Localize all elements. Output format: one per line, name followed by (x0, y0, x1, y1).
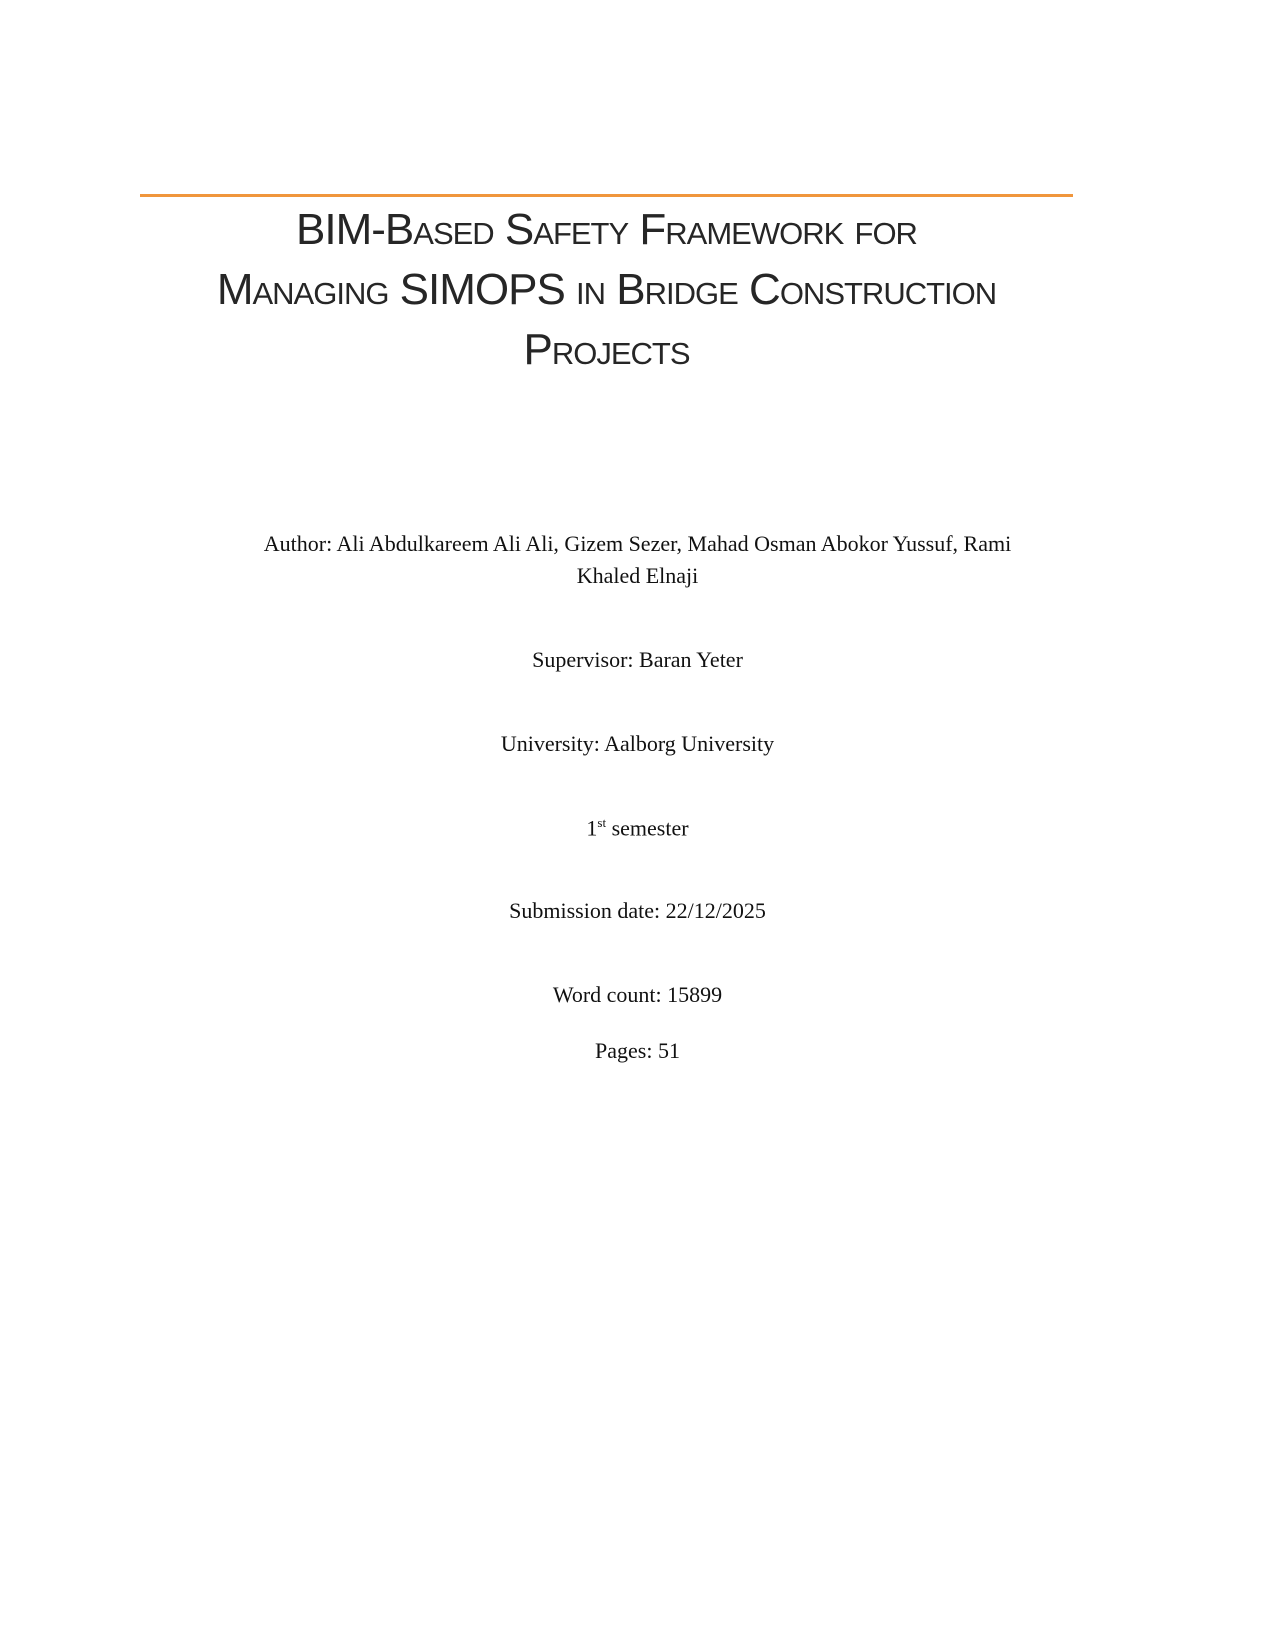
document-title (140, 200, 1073, 380)
title-rule (140, 194, 1073, 197)
title-text: SIMOPS (388, 265, 577, 314)
author-line-1: Author: Ali Abdulkareem Ali Ali, Gizem Sezer, Mahad Osman Abokor Yussuf, Rami (263, 531, 1012, 556)
title-line-3 (140, 320, 1073, 380)
semester-number: 1 (586, 815, 598, 841)
title-text: BIM- (296, 205, 385, 254)
title-text (494, 205, 505, 254)
title-line-2 (140, 260, 1073, 320)
title-text: Construction (749, 265, 997, 314)
author-line-2: Khaled Elnaji (576, 563, 699, 588)
title-text: in (576, 265, 606, 314)
supervisor: Supervisor: Baran Yeter (532, 647, 743, 672)
semester (0, 815, 1275, 841)
word-count: Word count: 15899 (552, 982, 723, 1007)
title-text (605, 265, 616, 314)
title-text: Managing (216, 265, 389, 314)
title-text (628, 205, 639, 254)
submission-date: Submission date: 22/12/2025 (509, 898, 766, 923)
title-line-1 (140, 200, 1073, 260)
page-count: Pages: 51 (595, 1038, 680, 1063)
semester-suffix: st (597, 815, 607, 830)
title-text: Projects (523, 325, 690, 374)
semester-label: semester (606, 815, 689, 841)
title-text: Based (384, 205, 494, 254)
title-text (738, 265, 749, 314)
title-text: Bridge (616, 265, 738, 314)
title-text: Framework for (639, 205, 917, 254)
title-text: Safety (504, 205, 629, 254)
university: University: Aalborg University (500, 731, 775, 756)
